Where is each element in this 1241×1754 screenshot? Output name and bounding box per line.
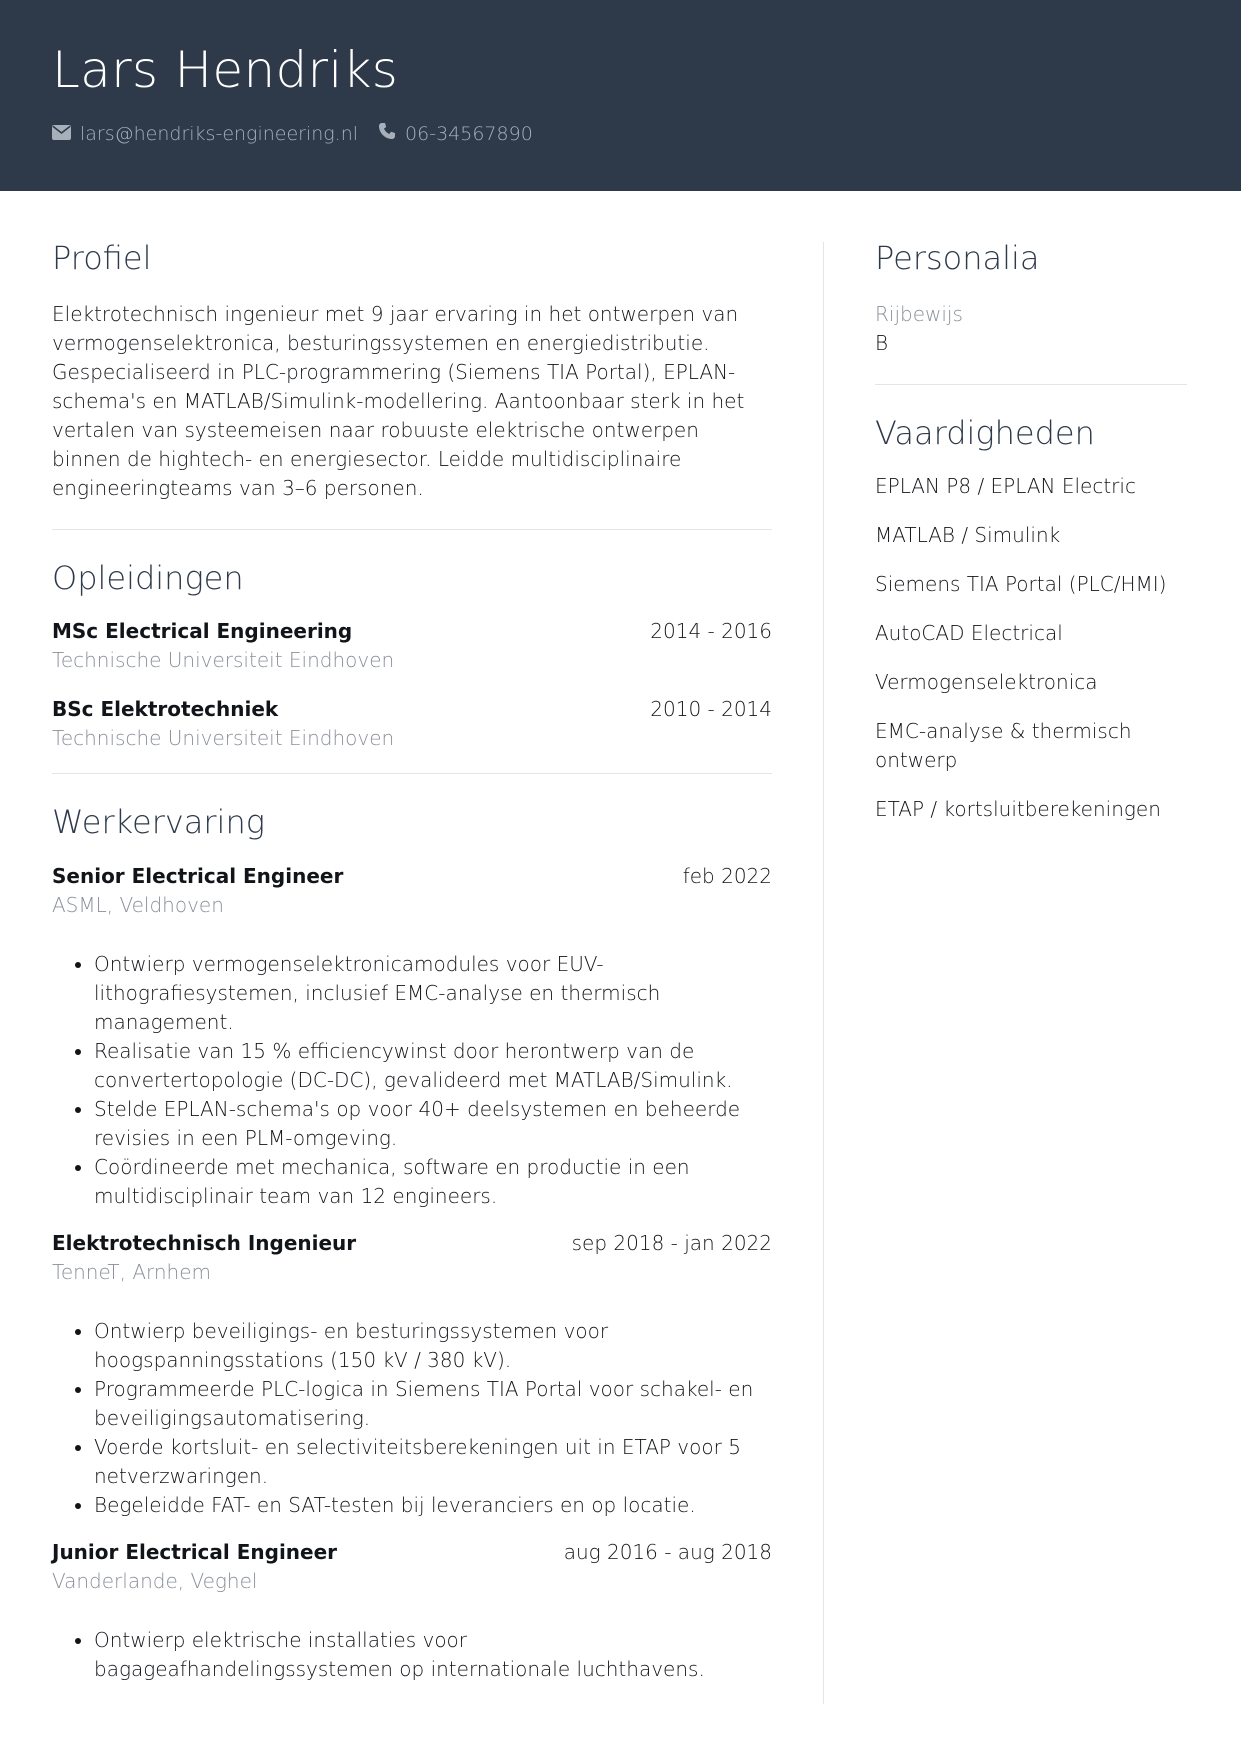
job-item	[52, 1229, 772, 1520]
license-value: B	[875, 330, 889, 355]
phone-contact[interactable]	[378, 122, 533, 145]
skill-item: Siemens TIA Portal (PLC/HMI)	[875, 572, 1167, 597]
profiel-heading: Profiel	[52, 239, 152, 277]
education-period: 2010 - 2014	[650, 697, 772, 722]
skill-item: AutoCAD Electrical	[875, 621, 1063, 646]
job-bullets	[52, 1626, 772, 1684]
job-period: feb 2022	[682, 863, 772, 888]
education-item	[52, 617, 772, 675]
personalia-section	[875, 238, 1187, 358]
degree-title: BSc Elektrotechniek	[52, 697, 279, 722]
bullet-item: • Begeleidde FAT- en SAT-testen bij leveranciers en op locatie.	[94, 1491, 772, 1520]
job-item	[52, 1538, 772, 1684]
envelope-icon	[52, 123, 80, 145]
job-company: ASML, Veldhoven	[52, 892, 224, 917]
education-list	[52, 617, 772, 753]
personalia-heading: Personalia	[875, 239, 1040, 277]
vaardigheden-heading: Vaardigheden	[875, 413, 1095, 452]
skill-item: EMC-analyse & thermisch ontwerp	[875, 719, 1132, 773]
candidate-name: Lars Hendriks	[52, 41, 399, 99]
skill-item: Vermogenselektronica	[875, 670, 1098, 695]
job-item	[52, 862, 772, 1211]
bullet-item: • Coördineerde met mechanica, software en productie in een multidisciplinair team van 12 engineers.	[94, 1153, 772, 1211]
bullet-item: • Ontwierp elektrische installaties voor bagageafhandelingssystemen op internationale luchthavens.	[94, 1626, 772, 1684]
job-role: Junior Electrical Engineer	[52, 1539, 338, 1564]
degree-title: MSc Electrical Engineering	[52, 619, 353, 644]
skill-item: MATLAB / Simulink	[875, 523, 1061, 548]
bullet-item: • Ontwierp vermogenselektronicamodules voor EUV-lithografiesystemen, inclusief EMC-analyse en thermisch management.	[94, 950, 772, 1037]
job-period: aug 2016 - aug 2018	[563, 1539, 772, 1564]
opleidingen-section	[52, 558, 772, 754]
contact-info	[52, 122, 553, 145]
job-bullets	[52, 1317, 772, 1520]
bullet-item: • Ontwierp beveiligings- en besturingssystemen voor hoogspanningsstations (150 kV / 380 kV).	[94, 1317, 772, 1375]
school-name: Technische Universiteit Eindhoven	[52, 726, 395, 751]
job-bullets	[52, 950, 772, 1211]
education-period: 2014 - 2016	[650, 619, 772, 644]
job-role: Elektrotechnisch Ingenieur	[52, 1230, 357, 1255]
section-divider	[875, 384, 1187, 385]
werkervaring-section	[52, 802, 772, 1684]
skills-list	[875, 472, 1187, 824]
license-label: Rijbewijs	[875, 301, 963, 326]
skill-item: EPLAN P8 / EPLAN Electric	[875, 474, 1136, 499]
job-company: Vanderlande, Veghel	[52, 1568, 258, 1593]
email-text[interactable]: lars@hendriks-engineering.nl	[80, 122, 359, 145]
bullet-item: • Programmeerde PLC-logica in Siemens TIA Portal voor schakel- en beveiligingsautomatisering.	[94, 1375, 772, 1433]
sidebar-column	[875, 238, 1187, 844]
main-column	[52, 238, 772, 1702]
job-role: Senior Electrical Engineer	[52, 863, 344, 888]
education-item	[52, 695, 772, 753]
email-contact[interactable]	[52, 123, 358, 145]
bullet-item: • Stelde EPLAN-schema's op voor 40+ deelsystemen en beheerde revisies in een PLM-omgeving.	[94, 1095, 772, 1153]
skill-item: ETAP / kortsluitberekeningen	[875, 797, 1161, 822]
bullet-item: • Realisatie van 15 % efficiencywinst door herontwerp van de convertertopologie (DC-DC), gevalideerd met MATLAB/Simulink.	[94, 1037, 772, 1095]
column-divider	[823, 242, 824, 1704]
header-banner	[0, 0, 1241, 191]
vaardigheden-section	[875, 413, 1187, 825]
phone-text[interactable]: 06-34567890	[405, 122, 533, 145]
opleidingen-heading: Opleidingen	[52, 558, 244, 597]
section-divider	[52, 529, 772, 530]
werkervaring-heading: Werkervaring	[52, 803, 265, 842]
school-name: Technische Universiteit Eindhoven	[52, 648, 395, 673]
profiel-section	[52, 238, 772, 503]
profiel-text: Elektrotechnisch ingenieur met 9 jaar ervaring in het ontwerpen van vermogenselektronica, besturingssystemen en energiedistributie. Gespecialiseerd in PLC-programmering (Siemens TIA Portal), EPLAN-schema's en MATLAB/Simulink-modellering. Aantoonbaar sterk in het vertalen van systeemeisen naar robuuste elektrische ontwerpen binnen de hightech- en energiesector. Leidde multidisciplinaire engineeringteams van 3–6 personen.	[52, 301, 745, 500]
bullet-item: • Voerde kortsluit- en selectiviteitsberekeningen uit in ETAP voor 5 netverzwaringen.	[94, 1433, 772, 1491]
work-list	[52, 862, 772, 1684]
job-period: sep 2018 - jan 2022	[571, 1230, 772, 1255]
job-company: TenneT, Arnhem	[52, 1259, 212, 1284]
section-divider	[52, 773, 772, 774]
phone-icon	[378, 122, 405, 145]
